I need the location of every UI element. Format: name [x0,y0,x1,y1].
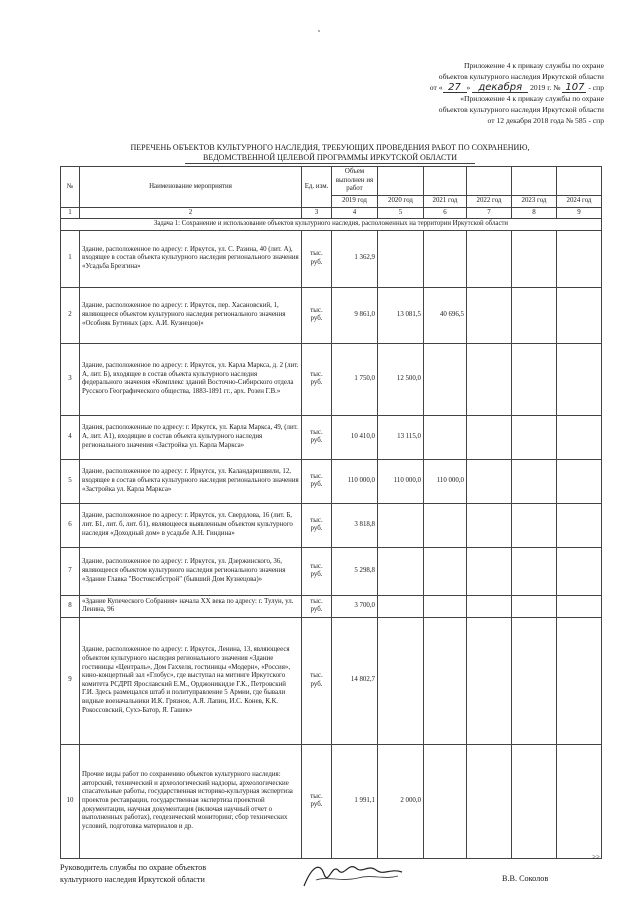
row-value-2024 [557,547,602,595]
row-value-2024 [557,744,602,858]
row-value-2019: 1 991,1 [332,744,378,858]
signatory-name: В.В. Соколов [502,874,549,883]
row-value-2024 [557,343,602,415]
col-header-unit: Ед. изм. [302,167,332,208]
signatory-line-2: культурного наследия Иркутской области [60,875,205,884]
col-number-4: 4 [332,207,378,219]
table-row [61,617,602,744]
row-value-2022 [467,459,512,503]
works-table [60,166,602,859]
scan-speck [318,30,320,32]
row-value-2021 [424,744,467,858]
header-line-3 [344,82,604,93]
row-value-2019: 14 802,7 [332,617,378,744]
signature-scribble [298,856,408,890]
table-row [61,503,602,547]
table-row [61,343,602,415]
row-value-2019: 1 362,9 [332,230,378,287]
row-value-2020: 110 000,0 [378,459,424,503]
col-number-1: 1 [61,207,80,219]
row-value-2020 [378,617,424,744]
header-suffix: - спр [588,83,604,92]
col-number-5: 5 [378,207,424,219]
col-header-num: № [61,167,80,208]
table-row [61,595,602,617]
row-value-2021 [424,343,467,415]
row-unit: тыс. руб. [302,744,332,858]
row-event-name: Прочие виды работ по сохранению объектов культурного наследия: авторский, технический и археологический надзоры, археологические спасательные работы, государственная историко-культурная экспертиза проектов реставрации, государственная экспертиза проектной документации, научная документация (включая научный отчет о выполненных работах), геодезический мониторинг, сбор технических условий, подготовка материалов и др. [80,744,302,858]
row-event-name: Здание, расположенное по адресу: г. Иркутск, ул. С. Разина, 40 (лит. А), входящее в состав объекта культурного наследия регионального значения «Усадьба Брезгина» [80,230,302,287]
row-unit: тыс. руб. [302,547,332,595]
row-value-2022 [467,343,512,415]
header-line-6: от 12 декабря 2018 года № 585 - спр [487,116,604,125]
row-value-2022 [467,595,512,617]
row-value-2023 [512,744,557,858]
signatory-title [60,862,206,886]
year-2019: 2019 год [332,196,378,208]
row-event-name: Здание, расположенное по адресу: г. Иркутск, ул. Каландаришвили, 12, входящее в состав объекта культурного наследия регионального значения «Застройка ул. Карла Маркса» [80,459,302,503]
table-row [61,547,602,595]
row-event-name: Здание, расположенное по адресу: г. Иркутск, ул. Дзержинского, 36, являющееся объектом культурного наследия регионального значения «Здание Главка "Востоксибстрой" (бывший Дом Кузнецова)» [80,547,302,595]
row-value-2022 [467,744,512,858]
table-row [61,459,602,503]
row-value-2019: 9 861,0 [332,287,378,343]
row-event-name: Здание, расположенное по адресу: г. Иркутск, ул. Свердлова, 16 (лит. Б, лит. Б1, лит. б, лит. б1), являющееся выявленным объектом культурного наследия «Доходный дом» в усадьбе А.Н. Гиндина» [80,503,302,547]
year-2022: 2022 год [467,196,512,208]
row-value-2022 [467,617,512,744]
row-value-2020 [378,230,424,287]
row-number: 9 [61,617,80,744]
row-event-name: Здание, расположенное по адресу: г. Иркутск, ул. Карла Маркса, д. 2 (лит. А, лит. Б), входящее в состав объекта культурного наследия федерального значения «Комплекс зданий Восточно-Сибирского отдела Русского Географического общества, 1883-1891 гг., арх. Розен Г.В.» [80,343,302,415]
row-value-2019: 3 700,0 [332,595,378,617]
row-unit: тыс. руб. [302,595,332,617]
row-value-2023 [512,547,557,595]
row-event-name: Здания, расположенные по адресу: г. Иркутск, ул. Карла Маркса, 49, (лит. А, лит. А1), входящие в состав объекта культурного наследия регионального значения «Застройка ул. Карла Маркса» [80,415,302,459]
row-number: 10 [61,744,80,858]
row-value-2021 [424,595,467,617]
row-number: 2 [61,287,80,343]
row-value-2024 [557,415,602,459]
row-value-2023 [512,415,557,459]
row-value-2019: 1 750,0 [332,343,378,415]
row-value-2024 [557,230,602,287]
row-value-2022 [467,415,512,459]
closing-quote-mark: >> [592,853,600,861]
col-number-2: 2 [80,207,302,219]
row-value-2019: 3 818,8 [332,503,378,547]
row-value-2024 [557,287,602,343]
row-value-2021 [424,547,467,595]
row-value-2023 [512,503,557,547]
row-value-2020: 2 000,0 [378,744,424,858]
header-line-1: Приложение 4 к приказу службы по охране [464,61,604,70]
year-2021: 2021 год [424,196,467,208]
row-value-2024 [557,617,602,744]
row-number: 6 [61,503,80,547]
row-value-2022 [467,230,512,287]
row-value-2019: 5 298,8 [332,547,378,595]
row-value-2020: 12 500,0 [378,343,424,415]
header-line-4: «Приложение 4 к приказу службы по охране [460,94,604,103]
handwritten-day: 27 [443,83,467,93]
signatory-line-1: Руководитель службы по охране объектов [60,863,207,872]
table-row [61,230,602,287]
row-value-2022 [467,547,512,595]
table-row [61,415,602,459]
row-value-2021: 40 696,5 [424,287,467,343]
col-number-7: 7 [467,207,512,219]
row-value-2023 [512,459,557,503]
row-number: 1 [61,230,80,287]
row-unit: тыс. руб. [302,343,332,415]
row-value-2020: 13 115,0 [378,415,424,459]
row-number: 3 [61,343,80,415]
col-header-name: Наименование мероприятия [80,167,302,208]
row-event-name: «Здание Купеческого Собрания» начала XX века по адресу: г. Тулун, ул. Ленина, 96 [80,595,302,617]
row-value-2021 [424,415,467,459]
row-value-2023 [512,595,557,617]
row-unit: тыс. руб. [302,230,332,287]
row-number: 5 [61,459,80,503]
header-line-5: объектов культурного наследия Иркутской области [438,105,604,114]
row-unit: тыс. руб. [302,617,332,744]
row-value-2019: 110 000,0 [332,459,378,503]
title-line-2: ВЕДОМСТВЕННОЙ ЦЕЛЕВОЙ ПРОГРАММЫ ИРКУТСКОЙ ОБЛАСТИ [185,153,475,164]
row-value-2020 [378,547,424,595]
row-unit: тыс. руб. [302,459,332,503]
row-value-2021 [424,503,467,547]
row-value-2023 [512,617,557,744]
col-number-6: 6 [424,207,467,219]
row-value-2020: 13 081,5 [378,287,424,343]
col-number-8: 8 [512,207,557,219]
task-row: Задача 1: Сохранение и использование объектов культурного наследия, расположенных на территории Иркутской области [61,219,602,231]
row-value-2020 [378,503,424,547]
row-value-2021 [424,230,467,287]
header-year: 2019 г. № [530,83,561,92]
row-value-2024 [557,503,602,547]
row-value-2023 [512,287,557,343]
row-value-2021 [424,617,467,744]
col-number-9: 9 [557,207,602,219]
year-2024: 2024 год [557,196,602,208]
row-unit: тыс. руб. [302,415,332,459]
row-event-name: Здание, расположенное по адресу: г. Иркутск, пер. Хасановский, 1, являющееся объектом культурного наследия регионального значения «Особняк Бутиных (арх. А.И. Кузнецов)» [80,287,302,343]
row-value-2024 [557,459,602,503]
title-line-1: ПЕРЕЧЕНЬ ОБЪЕКТОВ КУЛЬТУРНОГО НАСЛЕДИЯ, ТРЕБУЮЩИХ ПРОВЕДЕНИЯ РАБОТ ПО СОХРАНЕНИЮ, [130,143,530,152]
appendix-header [344,60,604,126]
header-date-prefix: от « [429,83,443,92]
row-number: 7 [61,547,80,595]
row-value-2021: 110 000,0 [424,459,467,503]
handwritten-month: декабря [472,83,528,93]
row-value-2019: 10 410,0 [332,415,378,459]
year-2020: 2020 год [378,196,424,208]
document-title [60,143,600,164]
col-number-3: 3 [302,207,332,219]
year-2023: 2023 год [512,196,557,208]
row-unit: тыс. руб. [302,287,332,343]
row-number: 4 [61,415,80,459]
table-row [61,287,602,343]
header-date-mid: » [466,83,471,92]
row-value-2022 [467,287,512,343]
row-value-2023 [512,343,557,415]
col-header-volume: Объем выполнен ия работ [332,167,378,196]
row-value-2023 [512,230,557,287]
header-line-2: объектов культурного наследия Иркутской области [438,72,604,81]
row-value-2022 [467,503,512,547]
handwritten-number: 107 [562,83,586,93]
table-row [61,744,602,858]
row-unit: тыс. руб. [302,503,332,547]
row-value-2020 [378,595,424,617]
row-number: 8 [61,595,80,617]
row-event-name: Здание, расположенное по адресу: г. Иркутск, Ленина, 13, являющееся объектом культурного наследия регионального значения «Здание гостиницы «Централь», Дом Гаххеля, гостиницы «Модерн», «Россия», кино-концертный зал «Глобус», где выступал на митинге Иркутского комитета РСДРП Ярославский Е.М., Орджоникидзе Г.К., Петровский Г.И. Здесь размещался штаб и политуправление 5 Армии, где бывали видные военачальники И.К. Грязнов, А.Я. Лапин, И.С. Конев, К.К. Рокоссовский, Сухэ-Батор, Я. Гашек» [80,617,302,744]
row-value-2024 [557,595,602,617]
